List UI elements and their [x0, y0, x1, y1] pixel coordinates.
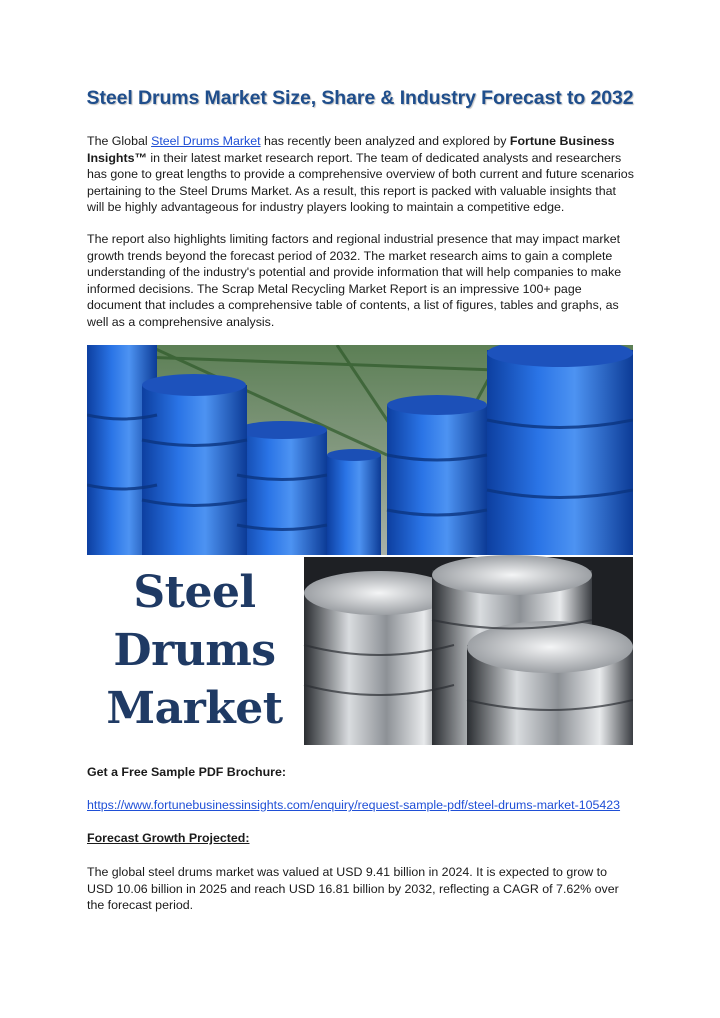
- hero-line-drums: Drums: [113, 625, 276, 676]
- intro-paragraph: [87, 133, 635, 216]
- hero-image: [87, 345, 633, 745]
- intro-suffix: in their latest market research report. The team of dedicated analysts and researchers has gone to great lengths to provide a comprehensive overview of both current and future scenarios pertaining to the Steel Drums Market. As a result, this report is packed with valuable insights that will be highly advantageous for industry players looking to maintain a competitive edge.: [87, 150, 634, 215]
- document-title: Steel Drums Market Size, Share & Industry Forecast to 2032: [86, 87, 634, 109]
- steel-drums-group: [304, 555, 633, 745]
- steel-drums-market-link[interactable]: Steel Drums Market: [151, 134, 261, 148]
- company-name: Fortune Business Insights™: [87, 134, 615, 165]
- sample-pdf-link[interactable]: https://www.fortunebusinessinsights.com/enquiry/request-sample-pdf/steel-drums-market-105423: [87, 798, 621, 812]
- intro-mid: has recently been analyzed and explored by: [260, 134, 510, 148]
- intro-prefix: The Global: [87, 134, 152, 148]
- report-paragraph: The report also highlights limiting factors and regional industrial presence that may impact market growth trends beyond the forecast period of 2032. The market research aims to gain a complete understanding of the industry's potential and provide information that will help companies to make informed decisions. The Scrap Metal Recycling Market Report is an impressive 100+ page document that includes a comprehensive table of contents, a list of figures, tables and graphs, as well as a comprehensive analysis.: [87, 232, 622, 329]
- sample-heading: Get a Free Sample PDF Brochure:: [87, 765, 286, 779]
- hero-line-market: Market: [106, 683, 283, 734]
- forecast-heading: Forecast Growth Projected:: [87, 831, 250, 845]
- forecast-paragraph: The global steel drums market was valued at USD 9.41 billion in 2024. It is expected to grow to USD 10.06 billion in 2025 and reach USD 16.81 billion by 2032, reflecting a CAGR of 7.62% over the forecast period.: [87, 865, 619, 913]
- hero-caption: [87, 557, 302, 745]
- hero-line-steel: Steel: [133, 567, 256, 618]
